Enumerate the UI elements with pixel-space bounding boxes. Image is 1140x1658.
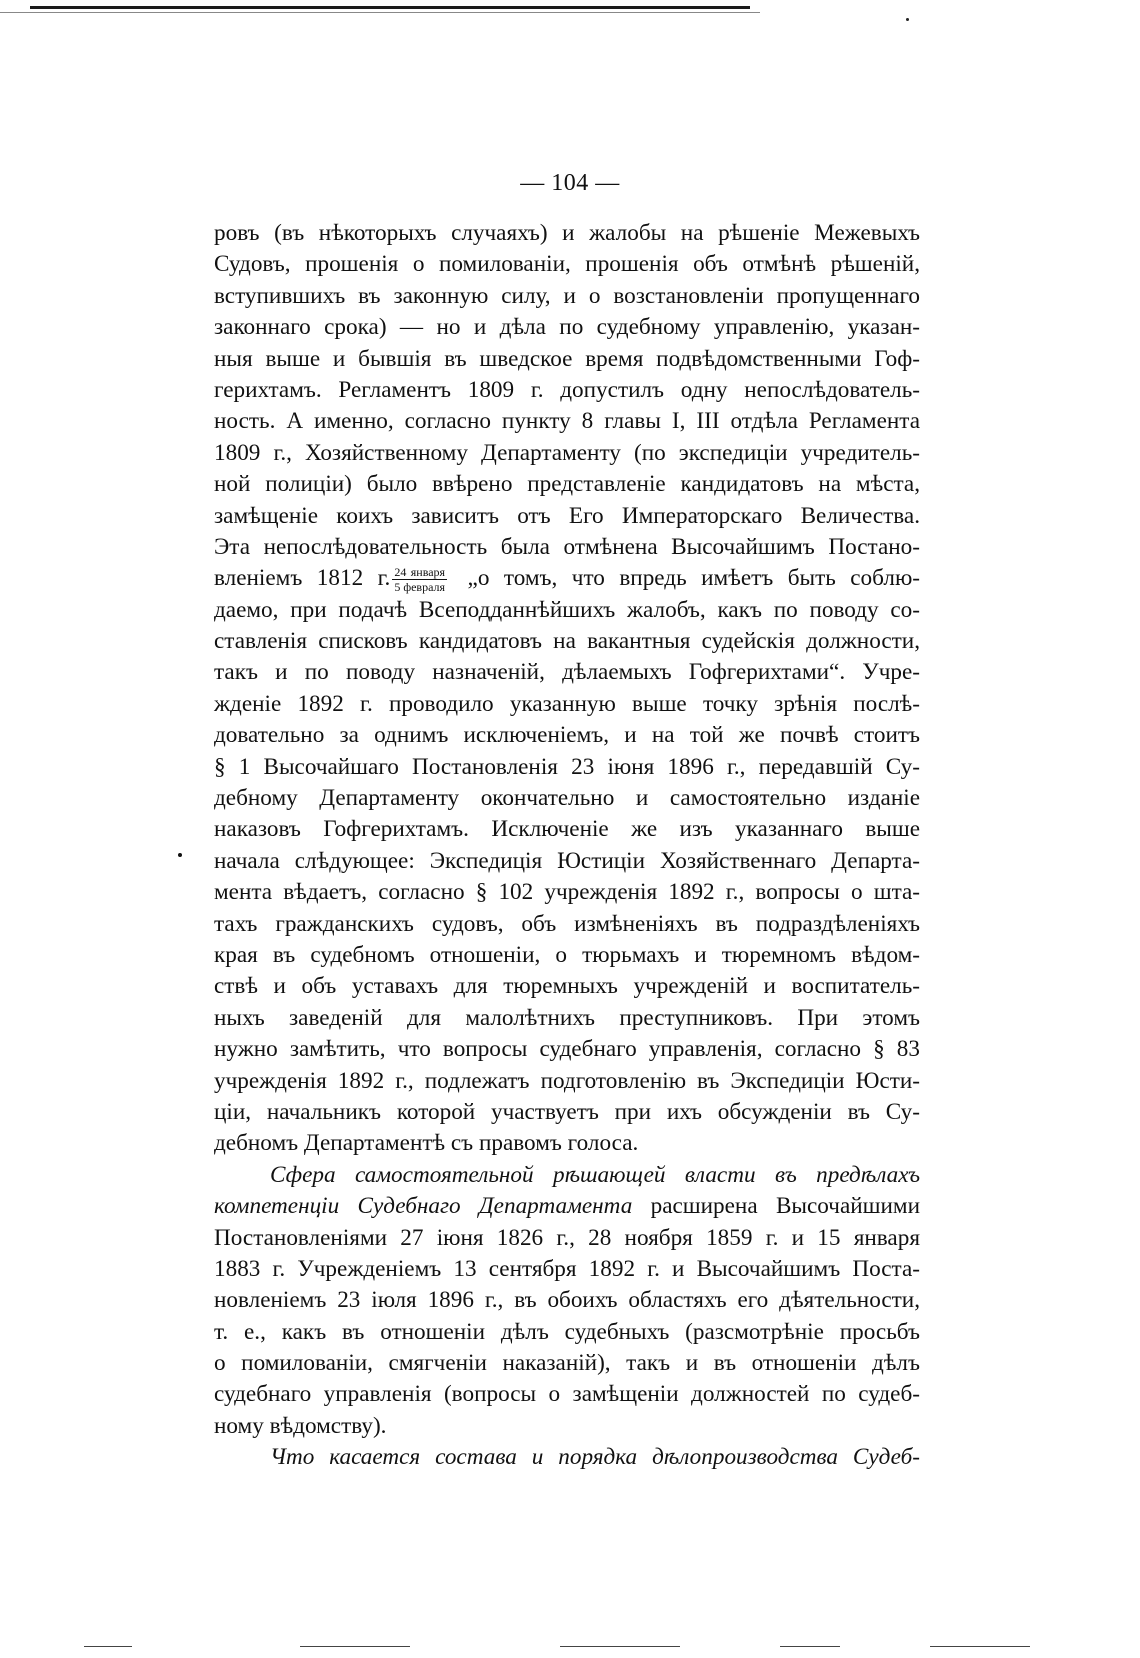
text-line: ныя выше и бывшія въ шведское время подвѣдомственными Гоф- (214, 345, 920, 372)
text-line-paragraph-end: ному вѣдомству). (214, 1412, 387, 1439)
fraction-denominator: 5 февраля (394, 580, 446, 595)
text-line: законнаго срока) — но и дѣла по судебному управленію, указан- (214, 314, 920, 341)
text-line: § 1 Высочайшаго Постановленія 23 іюня 1896 г., передавшій Су- (214, 753, 920, 780)
text-line: дебному Департаменту окончательно и самостоятельно изданіе (214, 785, 920, 812)
fraction-numerator: 24 января (394, 565, 446, 580)
text-line-italic-heading: Сфера самостоятельной рѣшающей власти въ предѣлахъ (270, 1161, 920, 1188)
scan-edge-bottom (560, 1646, 680, 1647)
text-line-italic-heading: Что касается состава и порядка дѣлопроизводства Судеб- (270, 1444, 920, 1471)
text-line: ность. А именно, согласно пункту 8 главы I, III отдѣла Регламента (214, 408, 920, 435)
text-line: ставленія списковъ кандидатовъ на вакантныя судейскія должности, (214, 628, 920, 655)
text-line: Постановленіями 27 іюня 1826 г., 28 ноября 1859 г. и 15 января (214, 1224, 920, 1251)
text-line: тахъ гражданскихъ судовъ, объ измѣненіяхъ въ подраздѣленіяхъ (214, 910, 920, 937)
scan-edge-top-thin (0, 12, 760, 13)
text-line: нужно замѣтить, что вопросы судебнаго управленія, согласно § 83 (214, 1036, 920, 1063)
text-line: т. е., какъ въ отношеніи дѣлъ судебныхъ (разсмотрѣніе просьбъ (214, 1318, 920, 1345)
page-number: — 104 — (520, 170, 620, 196)
text-line: 1809 г., Хозяйственному Департаменту (по экспедиціи учредитель- (214, 439, 920, 466)
text-line: такъ и по поводу назначеній, дѣлаемыхъ Гофгерихтами“. Учре- (214, 659, 920, 686)
text-line: 1883 г. Учрежденіемъ 13 сентября 1892 г. и Высочайшимъ Поста- (214, 1255, 920, 1282)
text-line: вступившихъ въ законную силу, и о возстановленіи пропущеннаго (214, 282, 920, 309)
text-line: ной полиціи) было ввѣрено представленіе кандидатовъ на мѣста, (214, 471, 920, 498)
text-line: Эта непослѣдовательность была отмѣнена Высочайшимъ Постано- (214, 533, 920, 560)
margin-speck (178, 853, 182, 857)
scan-edge-bottom (780, 1646, 840, 1647)
text-line: Судовъ, прошенія о помилованіи, прошенія объ отмѣнѣ рѣшеній, (214, 251, 920, 278)
text-line-paragraph-end: дебномъ Департаментѣ съ правомъ голоса. (214, 1130, 639, 1157)
scan-speck (906, 18, 909, 21)
text-line: края въ судебномъ отношеніи, о тюрьмахъ и тюремномъ вѣдом- (214, 941, 920, 968)
text-line: ціи, начальникъ которой участвуетъ при ихъ обсужденіи въ Су- (214, 1098, 920, 1125)
text-line: ровъ (въ нѣкоторыхъ случаяхъ) и жалобы на рѣшеніе Межевыхъ (214, 220, 920, 246)
text-line: судебнаго управленія (вопросы о замѣщеніи должностей по судеб- (214, 1381, 920, 1408)
scan-edge-top (30, 6, 750, 9)
date-fraction (392, 566, 447, 593)
text-line: мента вѣдаетъ, согласно § 102 учрежденія 1892 г., вопросы о шта- (214, 879, 920, 906)
text-line: новленіемъ 23 іюля 1896 г., въ обоихъ областяхъ его дѣятельности, (214, 1287, 920, 1314)
scan-edge-bottom (300, 1646, 410, 1647)
scan-edge-bottom (930, 1646, 1030, 1647)
text-line: учрежденія 1892 г., подлежатъ подготовленію въ Экспедиціи Юсти- (214, 1067, 920, 1094)
fraction-line-before: вленіемъ 1812 г. (214, 565, 391, 592)
text-line: наказовъ Гофгерихтамъ. Исключеніе же изъ указаннаго выше (214, 816, 920, 843)
text-line: о помилованіи, смягченіи наказаній), такъ и въ отношеніи дѣлъ (214, 1350, 920, 1377)
regular-phrase: расширена Высочайшими (632, 1193, 920, 1220)
text-line: довательно за однимъ исключеніемъ, и на той же почвѣ стоитъ (214, 722, 920, 749)
text-line: начала слѣдующее: Экспедиція Юстиціи Хозяйственнаго Департа- (214, 847, 920, 874)
text-line: ныхъ заведеній для малолѣтнихъ преступниковъ. При этомъ (214, 1004, 920, 1031)
fraction-line-after: „о томъ, что впредь имѣетъ быть соблю- (467, 565, 920, 592)
text-line: жденіе 1892 г. проводило указанную выше точку зрѣнія послѣ- (214, 690, 920, 717)
page-body (214, 218, 920, 1474)
text-line: замѣщеніе коихъ зависитъ отъ Его Императорскаго Величества. (214, 502, 920, 529)
italic-phrase: компетенціи Судебнаго Департамента (214, 1193, 633, 1220)
text-line: ствѣ и объ уставахъ для тюремныхъ учрежденій и воспитатель- (214, 973, 920, 1000)
scan-edge-bottom (84, 1646, 132, 1647)
text-line: даемо, при подачѣ Всеподданнѣйшихъ жалобъ, какъ по поводу со- (214, 596, 920, 623)
text-line-with-date-fraction (214, 563, 920, 594)
text-line: герихтамъ. Регламентъ 1809 г. допустилъ одну непослѣдователь- (214, 376, 920, 403)
text-line-mixed (214, 1191, 920, 1222)
